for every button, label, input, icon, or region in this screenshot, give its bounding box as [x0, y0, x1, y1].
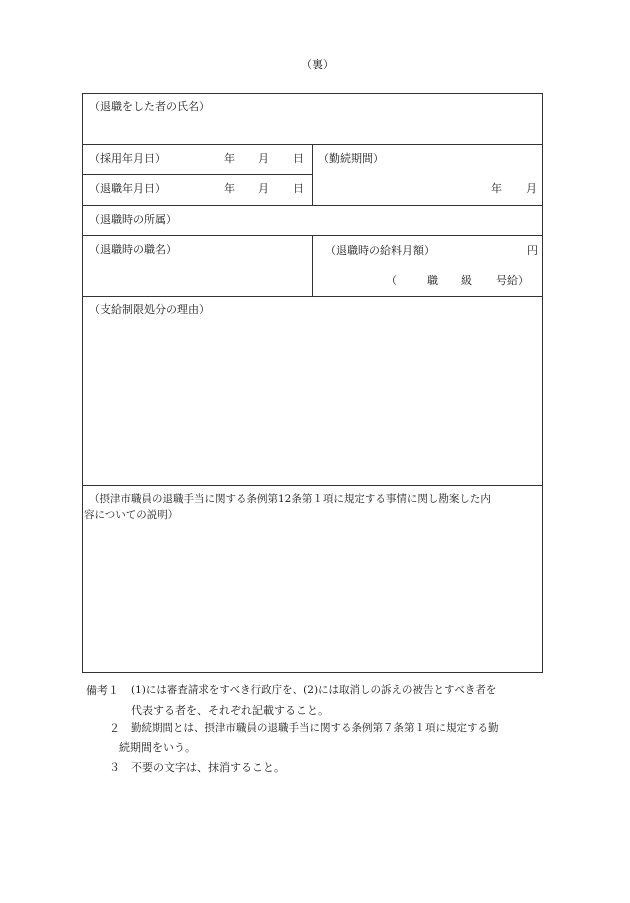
note2-number: ２ [109, 722, 120, 735]
hire-date-year-unit: 年 [224, 152, 235, 165]
row-divider [82, 205, 543, 206]
note3-line1: 不要の文字は、抹消すること。 [131, 761, 285, 774]
hire-date-day-unit: 日 [293, 152, 304, 165]
grade-step-unit: 号給） [496, 274, 529, 287]
note2-line2: 続期間をいう。 [119, 741, 196, 754]
row-divider [82, 485, 543, 486]
note1-line1: (1)には審査請求をすべき行政庁を、(2)には取消しの訴えの被告とすべき者を [131, 684, 497, 696]
retire-date-day-unit: 日 [293, 182, 304, 195]
retire-date-month-unit: 月 [258, 182, 269, 195]
notes-heading: 備考１ [86, 684, 119, 697]
hire-date-month-unit: 月 [258, 152, 269, 165]
explanation-label-line1: （摂津市職員の退職手当に関する条例第12条第１項に規定する事情に関し勘案した内 [89, 493, 491, 505]
salary-label: （退職時の給料月額） [325, 244, 435, 257]
retire-date-label: （退職年月日） [89, 182, 166, 195]
note3-number: ３ [109, 761, 120, 774]
explanation-label-line2: 容についての説明） [84, 509, 179, 521]
grade-level-unit: 級 [461, 274, 472, 287]
salary-unit: 円 [527, 244, 538, 257]
hire-date-label: （採用年月日） [89, 152, 166, 165]
row-divider [82, 174, 312, 175]
page-title: （裏） [301, 58, 334, 71]
row-divider [82, 296, 543, 297]
grade-open-paren: （ [386, 274, 397, 287]
service-period-label: （勤続期間） [318, 152, 384, 165]
column-divider [312, 144, 313, 205]
service-period-month-unit: 月 [526, 182, 537, 195]
affiliation-label: （退職時の所属） [89, 213, 177, 226]
retiree-name-label: （退職をした者の氏名） [89, 100, 210, 113]
service-period-year-unit: 年 [491, 182, 502, 195]
note2-line1: 勤続期間とは、摂津市職員の退職手当に関する条例第７条第１項に規定する勤 [131, 722, 499, 734]
retire-date-year-unit: 年 [224, 182, 235, 195]
grade-class-unit: 職 [427, 274, 438, 287]
restriction-reason-label: （支給制限処分の理由） [89, 303, 210, 316]
column-divider [312, 235, 313, 296]
note1-line2: 代表する者を、それぞれ記載すること。 [131, 704, 329, 717]
job-title-label: （退職時の職名） [89, 243, 177, 256]
